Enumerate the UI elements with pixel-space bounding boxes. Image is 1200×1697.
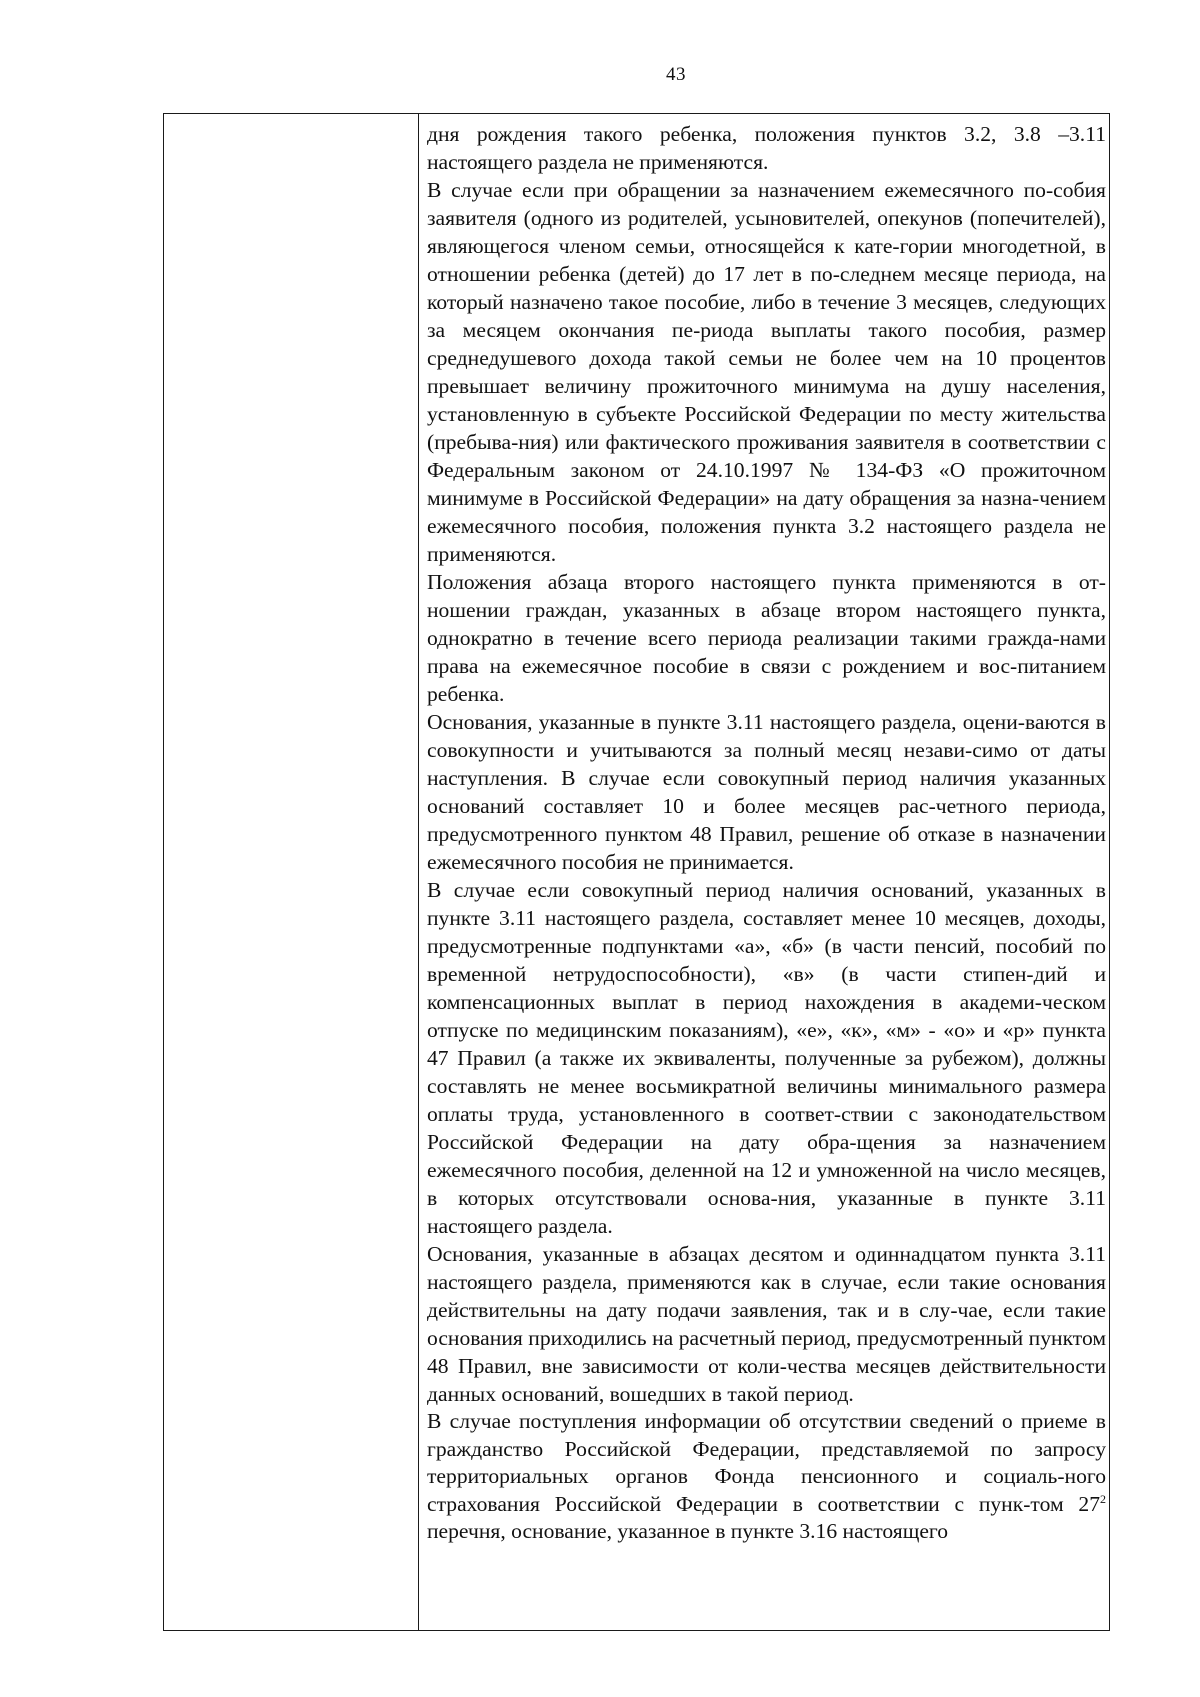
paragraph-5: В случае если совокупный период наличия оснований, указанных в пункте 3.11 настоящего раздела, составляет менее 10 месяцев, доходы, предусмотренные подпунктами «а», «б» (в части пенсий, пособий по временной нетрудоспособности), «в» (в части стипен-дий и компенсационных выплат в период нахождения в академи-ческом отпуске по медицинским показаниям), «е», «к», «м» - «о» и «р» пункта 47 Правил (а также их эквиваленты, полученные за рубежом), должны составлять не менее восьмикратной величины минимального размера оплаты труда, установленного в соответ-ствии с законодательством Российской Федерации на дату обра-щения за назначением ежемесячного пособия, деленной на 12 и умноженной на число месяцев, в которых отсутствовали основа-ния, указанные в пункте 3.11 настоящего раздела.: [427, 878, 1106, 1238]
paragraph-2: В случае если при обращении за назначением ежемесячного по-собия заявителя (одного из родителей, усыновителей, опекунов (попечителей), являющегося членом семьи, относящейся к кате-гории многодетной, в отношении ребенка (детей) до 17 лет в по-следнем месяце периода, на который назначено такое пособие, либо в течение 3 месяцев, следующих за месяцем окончания пе-риода выплаты такого пособия, размер среднедушевого дохода такой семьи не более чем на 10 процентов превышает величину прожиточного минимума на душу населения, установленную в субъекте Российской Федерации по месту жительства (пребыва-ния) или фактического проживания заявителя в соответствии с Федеральным законом от 24.10.1997 № 134-ФЗ «О прожиточном минимуме в Российской Федерации» на дату обращения за назна-чением ежемесячного пособия, положения пункта 3.2 настоящего раздела не применяются.: [427, 178, 1106, 566]
paragraph-6: Основания, указанные в абзацах десятом и одиннадцатом пункта 3.11 настоящего раздела, применяются как в случае, если такие основания действительны на дату подачи заявления, так и в слу-чае, если такие основания приходились на расчетный период, предусмотренный пунктом 48 Правил, вне зависимости от коли-чества месяцев действительности данных оснований, вошедших в такой период.: [427, 1242, 1106, 1406]
paragraph-1: дня рождения такого ребенка, положения пунктов 3.2, 3.8 –3.11 настоящего раздела не применяются.: [427, 122, 1106, 174]
paragraph-3: Положения абзаца второго настоящего пункта применяются в от-ношении граждан, указанных в абзаце втором настоящего пункта, однократно в течение всего периода реализации такими гражда-нами права на ежемесячное пособие в связи с рождением и вос-питанием ребенка.: [427, 570, 1106, 706]
paragraph-7-text-start: В случае поступления информации об отсутствии сведений о приеме в гражданство Российской Федерации, представляемой по запросу территориальных органов Фонда пенсионного и социаль-ного страхования Российской Федерации в соответствии с пунк-том 27: [427, 1409, 1106, 1516]
paragraph-7-superscript: 2: [1100, 1491, 1106, 1506]
document-table: [163, 113, 1110, 1631]
table-left-cell: [164, 114, 419, 1630]
paragraph-4: Основания, указанные в пункте 3.11 настоящего раздела, оцени-ваются в совокупности и учитываются за полный месяц незави-симо от даты наступления. В случае если совокупный период наличия указанных оснований составляет 10 и более месяцев рас-четного периода, предусмотренного пунктом 48 Правил, решение об отказе в назначении ежемесячного пособия не принимается.: [427, 710, 1106, 874]
table-right-cell: [420, 114, 1110, 1630]
page-number: 43: [666, 64, 686, 85]
paragraph-7: [427, 1408, 1106, 1546]
paragraph-7-text-end: перечня, основание, указанное в пункте 3.16 настоящего: [427, 1519, 949, 1543]
